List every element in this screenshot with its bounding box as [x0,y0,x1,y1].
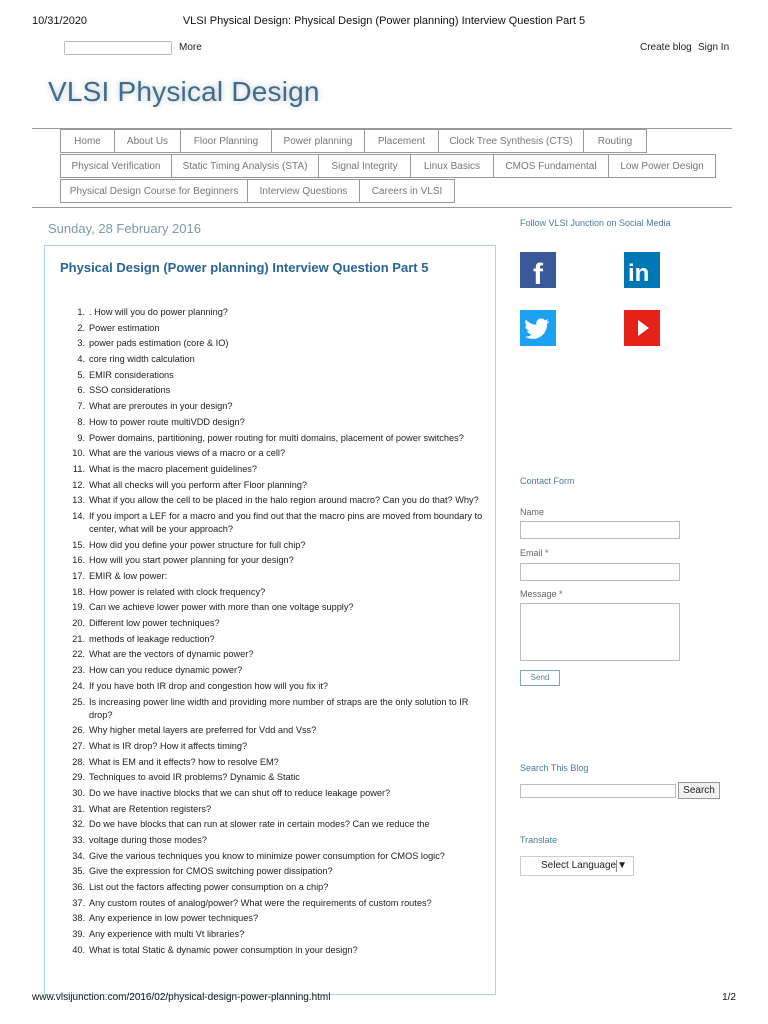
question-text: Any experience in low power techniques? [89,913,259,924]
question-text: Any experience with multi Vt libraries? [89,929,245,940]
facebook-icon[interactable] [520,252,556,288]
question-number: 18. [72,586,85,597]
question-number: 14. [72,510,85,521]
question-number: 17. [72,571,85,581]
search-button[interactable]: Search [678,782,720,799]
question-number: 2. [77,322,85,333]
question-item [45,539,497,552]
question-item [45,369,497,382]
question-item [45,648,497,661]
question-text: What are Retention registers? [89,803,212,814]
question-item [45,586,497,599]
question-number: 3. [77,338,85,349]
question-number: 9. [77,432,85,443]
question-list [45,306,497,960]
tab-careers[interactable]: Careers in VLSI [359,179,455,203]
question-item [45,337,497,350]
question-text: What if you allow the cell to be placed in the halo region around macro? Can you do that? Why? [89,495,479,506]
question-text: What are the various views of a macro or a cell? [89,448,286,459]
question-number: 5. [77,369,85,380]
message-label: Message * [520,589,563,599]
question-number: 11. [72,463,85,474]
tab-home[interactable]: Home [60,129,115,153]
contact-form-heading: Contact Form [520,476,575,486]
question-text: Give the various techniques you know to minimize power consumption for CMOS logic? [89,850,445,861]
question-number: 32. [72,819,85,830]
question-item [45,601,497,614]
create-blog-link[interactable]: Create blog [640,42,692,53]
question-number: 12. [72,479,85,490]
question-text: How will you start power planning for your design? [89,555,294,566]
facebook-glyph: f [533,258,543,288]
send-button[interactable]: Send [520,670,560,686]
question-number: 19. [72,602,85,613]
question-item [45,570,497,583]
blogger-navbar [0,40,768,56]
language-select[interactable] [520,856,634,876]
question-text: Any custom routes of analog/power? What were the requirements of custom routes? [89,897,432,908]
question-item [45,724,497,737]
print-doc-title: VLSI Physical Design: Physical Design (Power planning) Interview Question Part 5 [182,15,586,27]
question-number: 20. [72,618,85,629]
tab-placement[interactable]: Placement [364,129,439,153]
search-blog-heading: Search This Blog [520,763,589,773]
question-number: 10. [72,448,85,459]
tab-cmos-fundamental[interactable]: CMOS Fundamental [493,154,609,178]
question-number: 22. [72,649,85,660]
question-item [45,680,497,693]
question-item [45,432,497,445]
question-item [45,617,497,630]
question-text: Why higher metal layers are preferred for Vdd and Vss? [89,725,317,736]
question-text: Do we have inactive blocks that we can shut off to reduce leakage power? [89,787,391,798]
question-item [45,897,497,910]
question-text: core ring width calculation [89,354,195,365]
question-item [45,771,497,784]
print-url: www.vlsijunction.com/2016/02/physical-design-power-planning.html [32,992,331,1003]
question-number: 13. [72,495,85,506]
tab-interview-questions[interactable]: Interview Questions [247,179,360,203]
translate-heading: Translate [520,835,558,845]
question-item [45,740,497,753]
question-number: 8. [77,416,85,427]
question-number: 38. [72,913,85,924]
twitter-icon[interactable] [520,310,556,346]
question-number: 6. [77,385,85,396]
question-text: EMIR considerations [89,369,174,380]
question-item [45,803,497,816]
question-text: What are preroutes in your design? [89,401,233,412]
tab-linux-basics[interactable]: Linux Basics [410,154,494,178]
question-item [45,928,497,941]
question-text: Do we have blocks that can run at slower rate in certain modes? Can we reduce the [89,819,430,830]
language-select-label: Select Language [541,860,617,871]
question-item [45,306,497,319]
question-number: 16. [72,555,85,566]
question-text: If you import a LEF for a macro and you find out that the macro pins are moved from boundary to center, what will be your approach? [89,510,483,534]
question-number: 26. [72,725,85,736]
question-item [45,696,497,722]
linkedin-icon[interactable] [624,252,660,288]
question-number: 24. [72,680,85,691]
blog-title[interactable]: VLSI Physical Design [48,76,320,107]
question-item [45,912,497,925]
question-item [45,400,497,413]
print-page-number: 1/2 [722,992,736,1003]
tab-physical-verification[interactable]: Physical Verification [60,154,172,178]
question-text: . How will you do power planning? [89,307,228,317]
question-number: 7. [77,401,85,412]
question-text: What is the macro placement guidelines? [89,463,258,474]
question-text: How power is related with clock frequency? [89,586,266,597]
question-item [45,881,497,894]
question-item [45,494,497,507]
question-item [45,850,497,863]
message-textarea[interactable] [520,603,680,661]
tab-about-us[interactable]: About Us [114,129,181,153]
question-text: Can we achieve lower power with more than one voltage supply? [89,602,354,613]
question-number: 21. [72,633,85,644]
question-number: 15. [72,539,85,550]
question-item [45,554,497,567]
question-text: What are the vectors of dynamic power? [89,649,254,660]
question-item [45,447,497,460]
tab-signal-integrity[interactable]: Signal Integrity [318,154,411,178]
question-text: How to power route multiVDD design? [89,416,245,427]
question-text: How can you reduce dynamic power? [89,665,243,676]
question-number: 30. [72,787,85,798]
tab-sta[interactable]: Static Timing Analysis (STA) [171,154,319,178]
question-number: 36. [72,882,85,893]
question-text: If you have both IR drop and congestion how will you fix it? [89,680,329,691]
question-item [45,787,497,800]
question-text: What is total Static & dynamic power consumption in your design? [89,944,358,955]
question-text: Different low power techniques? [89,618,220,629]
email-field[interactable] [520,563,680,581]
question-text: methods of leakage reduction? [89,633,215,644]
question-item [45,463,497,476]
question-number: 33. [72,835,85,845]
question-text: List out the factors affecting power consumption on a chip? [89,882,329,893]
tab-cts[interactable]: Clock Tree Synthesis (CTS) [438,129,584,153]
post-body [44,245,496,995]
name-field[interactable] [520,521,680,539]
question-item [45,384,497,397]
question-number: 40. [72,944,85,955]
more-link[interactable]: More [179,42,202,53]
question-text: voltage during those modes? [89,835,207,845]
question-number: 28. [72,756,85,767]
email-label: Email * [520,548,549,558]
question-item [45,479,497,492]
blog-search-input[interactable] [520,784,676,798]
question-number: 34. [72,850,85,861]
question-item [45,865,497,878]
post-date-header: Sunday, 28 February 2016 [48,221,201,236]
page-tabs [32,128,732,208]
tab-floor-planning[interactable]: Floor Planning [180,129,272,153]
tab-pd-course[interactable]: Physical Design Course for Beginners [60,179,248,203]
question-number: 37. [72,897,85,908]
tab-low-power-design[interactable]: Low Power Design [608,154,716,178]
chevron-down-icon: ▼ [617,860,627,871]
question-number: 39. [72,929,85,940]
question-text: Is increasing power line width and providing more number of straps are the only solution to IR drop? [89,696,469,720]
question-text: What all checks will you perform after Floor planning? [89,479,308,490]
question-item [45,510,497,536]
tab-routing[interactable]: Routing [583,129,647,153]
question-text: Techniques to avoid IR problems? Dynamic & Static [89,772,300,783]
question-number: 35. [72,866,85,877]
question-number: 23. [72,665,85,676]
question-text: Give the expression for CMOS switching power dissipation? [89,866,333,877]
question-text: SSO considerations [89,385,171,396]
question-item [45,633,497,646]
tab-power-planning[interactable]: Power planning [271,129,365,153]
sign-in-link[interactable]: Sign In [698,42,730,53]
question-text: How did you define your power structure for full chip? [89,539,306,550]
question-text: Power estimation [89,322,160,333]
linkedin-glyph: in [628,260,650,287]
question-number: 31. [72,803,85,814]
question-number: 4. [77,354,85,365]
question-text: EMIR & low power: [89,571,168,581]
question-number: 25. [72,696,85,707]
question-item [45,834,497,847]
question-item [45,756,497,769]
social-heading: Follow VLSI Junction on Social Media [520,218,671,228]
name-label: Name [520,507,545,517]
question-number: 29. [72,772,85,783]
question-item [45,818,497,831]
youtube-icon[interactable] [624,310,660,346]
question-text: Power domains, partitioning, power routing for multi domains, placement of power switches? [89,432,464,443]
question-item [45,664,497,677]
question-text: What is IR drop? How it affects timing? [89,740,248,751]
print-date: 10/31/2020 [32,15,88,27]
question-number: 27. [72,740,85,751]
question-text: power pads estimation (core & IO) [89,338,229,349]
question-item [45,416,497,429]
question-text: What is EM and it effects? how to resolve EM? [89,756,279,767]
post-title[interactable]: Physical Design (Power planning) Interview Question Part 5 [60,260,429,275]
question-item [45,322,497,335]
question-item [45,944,497,957]
question-item [45,353,497,366]
navbar-search-input[interactable] [64,41,172,55]
question-number: 1. [77,307,85,317]
